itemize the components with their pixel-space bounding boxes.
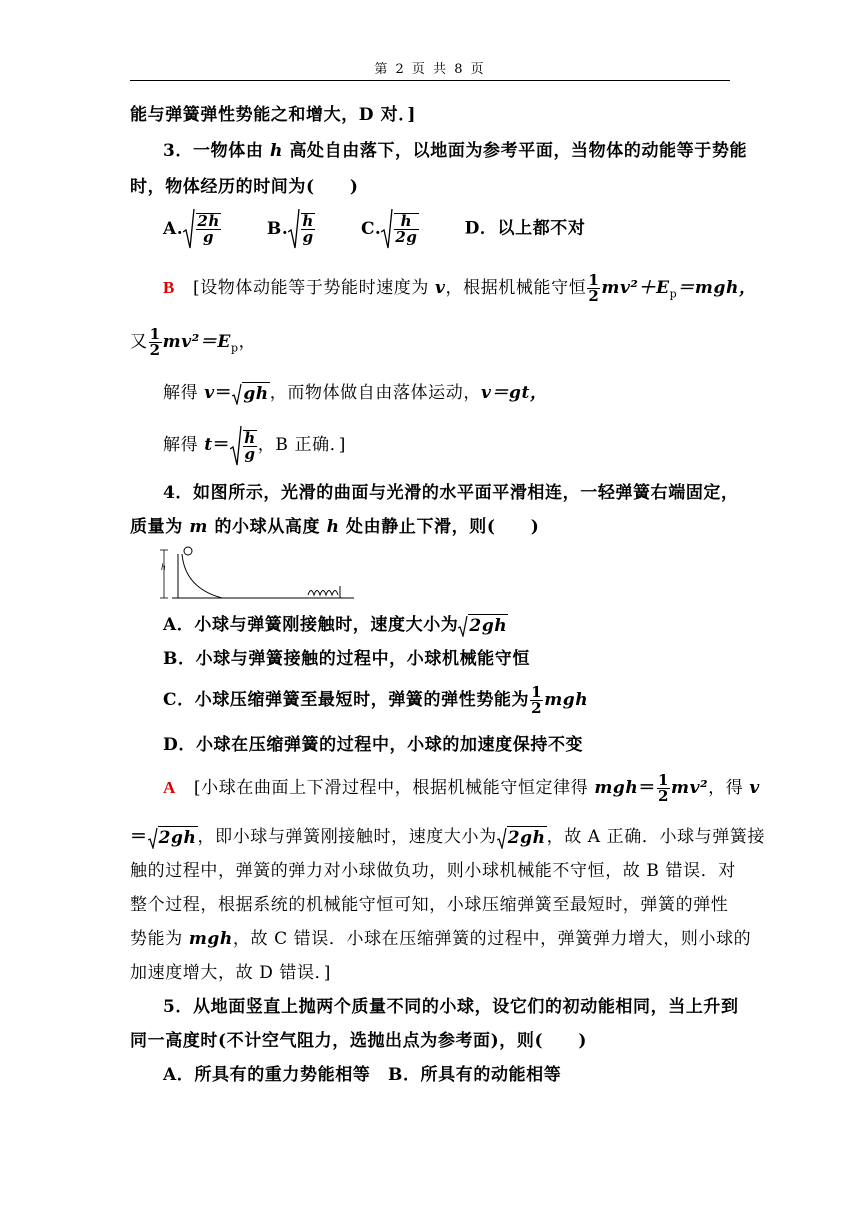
sqrt-icon [183,208,195,250]
q4-option-c: C．小球压缩弹簧至最短时，弹簧的弹性势能为 $\frac{1}{2}$ mgh [163,683,589,717]
page-header: 第 2 页 共 8 页 [374,62,486,77]
spring-icon [308,591,338,596]
q4-option-d: D．小球在压缩弹簧的过程中，小球的加速度保持不变 [163,735,584,755]
q5-stem-line1: 5．从地面竖直上抛两个质量不同的小球，设它们的初动能相同，当上升到 [163,997,739,1017]
q4-solution-line2: ＝ 2gh，即小球与弹簧刚接触时，速度大小为 2gh，故 A 正确．小球与弹簧接 [130,827,766,848]
q4-option-a: A．小球与弹簧刚接触时，速度大小为 2gh [163,615,508,636]
q4-stem-line2: 质量为 m 的小球从高度 h 处由静止下滑，则( ) [130,517,540,537]
q3-solution-line4: 解得 t＝ $\frac{h}{g}$ ，B 正确．] [163,424,346,466]
q4-diagram [158,546,358,608]
q4-stem-line1: 4．如图所示，光滑的曲面与光滑的水平面平滑相连，一轻弹簧右端固定， [163,483,739,503]
q3-solution-line1: B [设物体动能等于势能时速度为 v，根据机械能守恒 $\frac{1}{2}$ $mv^2+E_p=mgh$， [163,271,757,305]
ball-icon [184,547,192,555]
sqrt-icon [148,826,158,849]
sqrt-icon [497,826,507,849]
fig-height-label: h [161,562,166,572]
sqrt-icon [288,208,300,250]
q3-option-d: D．以上都不对 [464,218,586,239]
sqrt-icon [458,614,468,637]
q4-answer: A [163,778,176,797]
q3-options [163,208,586,248]
q4-solution-line5: 势能为 mgh，故 C 错误．小球在压缩弹簧的过程中，弹簧弹力增大，则小球的 [130,929,752,949]
q4-solution-line1: A [小球在曲面上下滑过程中，根据机械能守恒定律得 mgh＝ $\frac{1}{2}$ mv²，得 v [163,771,760,805]
q4-solution-line6: 加速度增大，故 D 错误．] [130,963,331,983]
q3-option-c: C. $\frac{h}{2g}$ [361,219,426,239]
q3-option-b: B. $\frac{h}{g}$ [267,219,323,239]
q4-option-b: B．小球与弹簧接触的过程中，小球机械能守恒 [163,649,530,669]
sqrt-icon [381,208,393,250]
continuation-line: 能与弹簧弹性势能之和增大，D 对．] [130,105,417,125]
header-rule [130,80,730,81]
smooth-curve [182,554,222,598]
q4-solution-line4: 整个过程，根据系统的机械能守恒可知，小球压缩弹簧至最短时，弹簧的弹性 [130,895,729,915]
q3-solution-line2: 又 $\frac{1}{2}$ $mv^2=E_p$， [130,325,257,359]
q5-options: A．所具有的重力势能相等 B．所具有的动能相等 [163,1065,562,1085]
sqrt-icon [232,382,242,405]
q5-stem-line2: 同一高度时(不计空气阻力，选抛出点为参考面)，则( ) [130,1031,587,1051]
q3-stem-line1: 3．一物体由 h 高处自由落下，以地面为参考平面，当物体的动能等于势能 [163,141,748,161]
q3-answer: B [163,278,175,297]
q3-solution-line3: 解得 v＝ gh，而物体做自由落体运动，v＝gt， [163,383,548,404]
q3-option-a: A. $\frac{2h}{g}$ [163,219,228,239]
q3-stem-line2: 时，物体经历的时间为( ) [130,177,359,197]
q4-solution-line3: 触的过程中，弹簧的弹力对小球做负功，则小球机械能不守恒，故 B 错误．对 [130,861,736,881]
sqrt-icon [230,424,242,467]
